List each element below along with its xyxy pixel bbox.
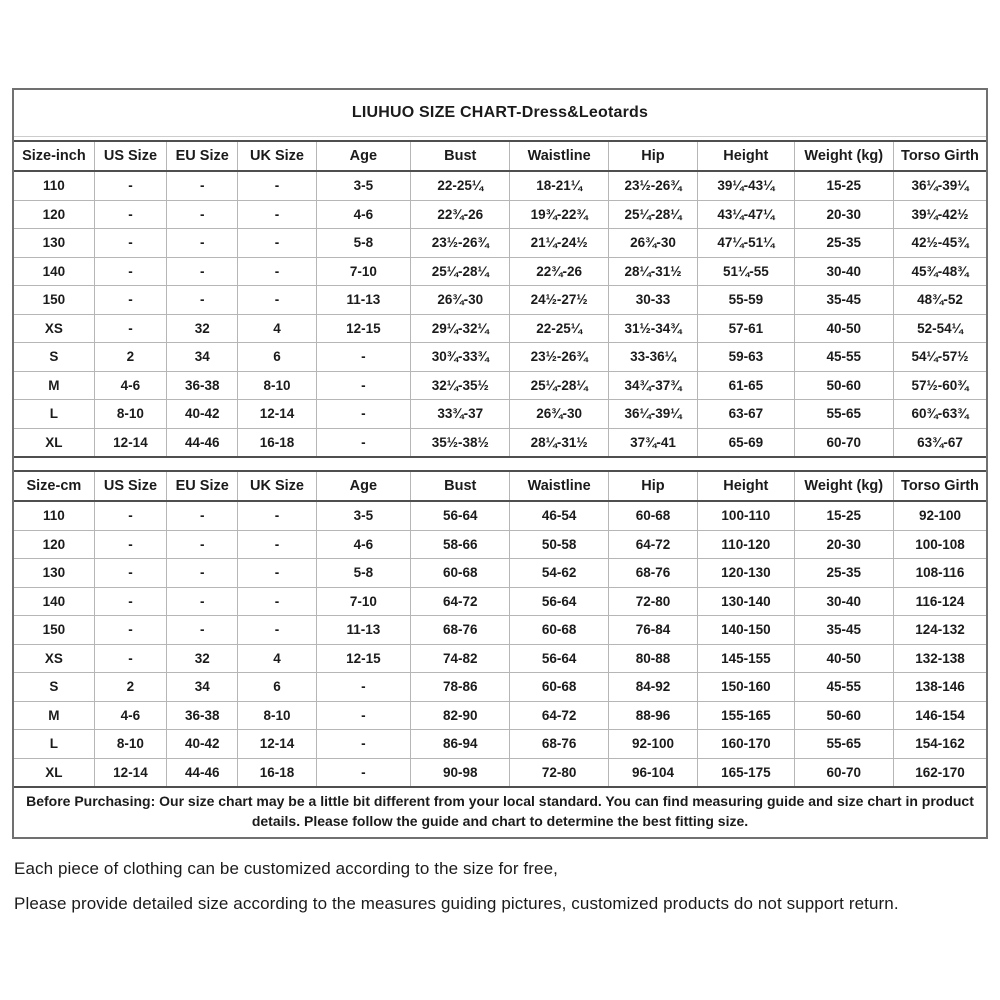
value-cell: 46-54 <box>510 501 608 530</box>
value-cell: 5-8 <box>316 229 410 258</box>
column-header: Hip <box>608 141 697 171</box>
value-cell: - <box>167 530 238 559</box>
column-header: Size-cm <box>14 471 94 501</box>
value-cell: - <box>167 257 238 286</box>
value-cell: 25¼-28¼ <box>608 200 697 229</box>
column-header: US Size <box>94 141 166 171</box>
value-cell: 25-35 <box>794 229 893 258</box>
table-row <box>14 257 986 286</box>
value-cell: 16-18 <box>238 428 316 456</box>
value-cell: 12-15 <box>316 644 410 673</box>
table-row <box>14 400 986 429</box>
value-cell: 55-59 <box>698 286 794 315</box>
value-cell: - <box>167 616 238 645</box>
table-row <box>14 616 986 645</box>
value-cell: 37¾-41 <box>608 428 697 456</box>
value-cell: 24½-27½ <box>510 286 608 315</box>
size-label-cell: XL <box>45 434 63 450</box>
value-cell: - <box>167 229 238 258</box>
value-cell: 146-154 <box>893 701 986 730</box>
value-cell: 30-40 <box>794 587 893 616</box>
size-label-cell: 130 <box>14 229 94 258</box>
value-cell: - <box>167 501 238 530</box>
value-cell: 34¾-37¾ <box>608 371 697 400</box>
value-cell: 33¾-37 <box>411 400 510 429</box>
value-cell: 165-175 <box>698 758 794 786</box>
value-cell: 116-124 <box>893 587 986 616</box>
value-cell: 92-100 <box>608 730 697 759</box>
size-label-cell: 150 <box>14 616 94 645</box>
table-row <box>14 171 986 200</box>
value-cell: 65-69 <box>698 428 794 456</box>
value-cell: 78-86 <box>411 673 510 702</box>
value-cell: - <box>238 229 316 258</box>
value-cell: 100-108 <box>893 530 986 559</box>
value-cell: 8-10 <box>94 730 166 759</box>
value-cell: 23½-26¾ <box>510 343 608 372</box>
size-label-cell: S <box>14 343 94 372</box>
value-cell: - <box>238 530 316 559</box>
value-cell: 120-130 <box>698 559 794 588</box>
value-cell: - <box>238 171 316 200</box>
value-cell: 64-72 <box>411 587 510 616</box>
column-header: UK Size <box>238 141 316 171</box>
table-divider <box>14 456 986 470</box>
value-cell: 88-96 <box>608 701 697 730</box>
value-cell: - <box>94 644 166 673</box>
value-cell: 15-25 <box>794 171 893 200</box>
value-cell: 50-58 <box>510 530 608 559</box>
value-cell: 74-82 <box>411 644 510 673</box>
value-cell: 61-65 <box>698 371 794 400</box>
value-cell: 40-50 <box>794 314 893 343</box>
value-cell: 58-66 <box>411 530 510 559</box>
value-cell: 32 <box>167 314 238 343</box>
value-cell: 22-25¼ <box>411 171 510 200</box>
value-cell: 32¼-35½ <box>411 371 510 400</box>
column-header: Size-inch <box>14 141 94 171</box>
value-cell: 45-55 <box>794 673 893 702</box>
column-header: Height <box>698 141 794 171</box>
size-chart-box <box>12 88 988 839</box>
size-label-cell: 120 <box>14 530 94 559</box>
value-cell: 22¾-26 <box>411 200 510 229</box>
value-cell: 36-38 <box>167 701 238 730</box>
value-cell: 35½-38½ <box>411 428 510 456</box>
size-table-cm <box>14 470 986 786</box>
value-cell: 4-6 <box>94 701 166 730</box>
value-cell: - <box>167 559 238 588</box>
size-label-cell: 130 <box>14 559 94 588</box>
value-cell: 12-14 <box>238 400 316 429</box>
value-cell: 57½-60¾ <box>893 371 986 400</box>
value-cell: 44-46 <box>167 428 238 456</box>
value-cell: 90-98 <box>411 758 510 786</box>
value-cell: - <box>94 171 166 200</box>
table-row <box>14 559 986 588</box>
value-cell: 60-70 <box>794 758 893 786</box>
value-cell: 145-155 <box>698 644 794 673</box>
value-cell: 60-68 <box>608 501 697 530</box>
value-cell: 6 <box>238 673 316 702</box>
value-cell: 68-76 <box>510 730 608 759</box>
table-row <box>14 501 986 530</box>
value-cell: - <box>94 200 166 229</box>
value-cell: 72-80 <box>608 587 697 616</box>
value-cell: 30-33 <box>608 286 697 315</box>
size-label-cell: XS <box>14 314 94 343</box>
value-cell: 64-72 <box>608 530 697 559</box>
value-cell: 32 <box>167 644 238 673</box>
column-header: Bust <box>411 141 510 171</box>
size-table-inch <box>14 140 986 456</box>
value-cell: 35-45 <box>794 286 893 315</box>
value-cell: 6 <box>238 343 316 372</box>
value-cell: 162-170 <box>893 758 986 786</box>
value-cell: 51¼-55 <box>698 257 794 286</box>
value-cell: 25¼-28¼ <box>510 371 608 400</box>
value-cell: 140-150 <box>698 616 794 645</box>
value-cell: 8-10 <box>238 371 316 400</box>
value-cell: 26¾-30 <box>608 229 697 258</box>
value-cell: 36¼-39¼ <box>893 171 986 200</box>
value-cell: 39¼-43¼ <box>698 171 794 200</box>
value-cell: 138-146 <box>893 673 986 702</box>
size-label-cell: L <box>14 400 94 429</box>
value-cell: 16-18 <box>238 758 316 786</box>
table-row <box>14 530 986 559</box>
return-policy-note: Please provide detailed size according to the measures guiding pictures, customized products do not support return. <box>14 894 899 913</box>
value-cell: 26¾-30 <box>411 286 510 315</box>
size-label-cell: 140 <box>14 257 94 286</box>
value-cell: 34 <box>167 343 238 372</box>
size-label-cell: 150 <box>14 286 94 315</box>
table-row <box>14 758 986 786</box>
value-cell: 7-10 <box>316 587 410 616</box>
value-cell: 18-21¼ <box>510 171 608 200</box>
value-cell: 92-100 <box>893 501 986 530</box>
table-row <box>14 229 986 258</box>
value-cell: - <box>94 501 166 530</box>
value-cell: 4-6 <box>316 200 410 229</box>
value-cell: 28¼-31½ <box>608 257 697 286</box>
value-cell: 4-6 <box>316 530 410 559</box>
value-cell: - <box>94 314 166 343</box>
table-row <box>14 701 986 730</box>
size-label-cell: 120 <box>14 200 94 229</box>
value-cell: 52-54¼ <box>893 314 986 343</box>
value-cell: 20-30 <box>794 200 893 229</box>
value-cell: 55-65 <box>794 400 893 429</box>
column-header: Bust <box>411 471 510 501</box>
value-cell: 76-84 <box>608 616 697 645</box>
value-cell: - <box>238 501 316 530</box>
value-cell: - <box>94 229 166 258</box>
value-cell: 60-70 <box>794 428 893 456</box>
value-cell: 56-64 <box>510 644 608 673</box>
value-cell: 12-14 <box>94 758 166 786</box>
size-label-cell: XL <box>45 764 63 780</box>
header-row-inch <box>14 141 986 171</box>
value-cell: 31½-34¾ <box>608 314 697 343</box>
value-cell: - <box>94 286 166 315</box>
value-cell: - <box>167 171 238 200</box>
value-cell: 54¼-57½ <box>893 343 986 372</box>
value-cell: 19¾-22¾ <box>510 200 608 229</box>
before-purchasing-footnote: Before Purchasing: Our size chart may be a little bit different from your local standard. You can find measuring guide and size chart in product details. Please follow the guide and chart to determine the best fitting size. <box>14 786 986 837</box>
table-row <box>14 200 986 229</box>
value-cell: - <box>94 587 166 616</box>
value-cell: 36¼-39¼ <box>608 400 697 429</box>
value-cell: 40-50 <box>794 644 893 673</box>
value-cell: 68-76 <box>411 616 510 645</box>
value-cell: 60-68 <box>510 673 608 702</box>
value-cell: 154-162 <box>893 730 986 759</box>
table-row <box>14 343 986 372</box>
value-cell: 60¾-63¾ <box>893 400 986 429</box>
table-row <box>14 314 986 343</box>
value-cell: 20-30 <box>794 530 893 559</box>
column-header: Torso Girth <box>893 471 986 501</box>
value-cell: - <box>238 616 316 645</box>
table-row <box>14 730 986 759</box>
size-label-cell: 110 <box>14 171 94 200</box>
value-cell: 36-38 <box>167 371 238 400</box>
value-cell: 160-170 <box>698 730 794 759</box>
value-cell: 54-62 <box>510 559 608 588</box>
value-cell: 56-64 <box>510 587 608 616</box>
value-cell: - <box>316 428 410 456</box>
value-cell: 12-15 <box>316 314 410 343</box>
column-header: Weight (kg) <box>794 471 893 501</box>
value-cell: 80-88 <box>608 644 697 673</box>
value-cell: 59-63 <box>698 343 794 372</box>
column-header: Age <box>316 141 410 171</box>
value-cell: 50-60 <box>794 701 893 730</box>
size-label-cell: 110 <box>14 501 94 530</box>
value-cell: 4-6 <box>94 371 166 400</box>
value-cell: 35-45 <box>794 616 893 645</box>
value-cell: - <box>316 371 410 400</box>
column-header: US Size <box>94 471 166 501</box>
value-cell: 2 <box>94 673 166 702</box>
value-cell: 43¼-47¼ <box>698 200 794 229</box>
value-cell: 30¾-33¾ <box>411 343 510 372</box>
value-cell: 82-90 <box>411 701 510 730</box>
value-cell: 11-13 <box>316 286 410 315</box>
value-cell: 55-65 <box>794 730 893 759</box>
value-cell: 11-13 <box>316 616 410 645</box>
column-header: Torso Girth <box>893 141 986 171</box>
value-cell: 25¼-28¼ <box>411 257 510 286</box>
value-cell: 100-110 <box>698 501 794 530</box>
value-cell: 4 <box>238 644 316 673</box>
value-cell: 72-80 <box>510 758 608 786</box>
value-cell: 15-25 <box>794 501 893 530</box>
value-cell: 155-165 <box>698 701 794 730</box>
value-cell: 3-5 <box>316 171 410 200</box>
value-cell: 40-42 <box>167 400 238 429</box>
value-cell: - <box>238 559 316 588</box>
value-cell: 68-76 <box>608 559 697 588</box>
value-cell: - <box>316 701 410 730</box>
chart-title: LIUHUO SIZE CHART-Dress&Leotards <box>14 90 986 137</box>
value-cell: 124-132 <box>893 616 986 645</box>
value-cell: 56-64 <box>411 501 510 530</box>
value-cell: 40-42 <box>167 730 238 759</box>
value-cell: - <box>94 616 166 645</box>
table-row <box>14 428 986 456</box>
size-label-cell: M <box>14 701 94 730</box>
value-cell: - <box>94 530 166 559</box>
value-cell: 4 <box>238 314 316 343</box>
value-cell: 30-40 <box>794 257 893 286</box>
size-label-cell: M <box>14 371 94 400</box>
size-label-cell: 140 <box>14 587 94 616</box>
value-cell: 60-68 <box>411 559 510 588</box>
value-cell: 12-14 <box>238 730 316 759</box>
value-cell: 8-10 <box>94 400 166 429</box>
value-cell: 23½-26¾ <box>608 171 697 200</box>
value-cell: 25-35 <box>794 559 893 588</box>
value-cell: 3-5 <box>316 501 410 530</box>
value-cell: 48¾-52 <box>893 286 986 315</box>
customization-note: Each piece of clothing can be customized according to the size for free, <box>14 859 558 878</box>
value-cell: 29¼-32¼ <box>411 314 510 343</box>
value-cell: - <box>94 559 166 588</box>
column-header: EU Size <box>167 141 238 171</box>
value-cell: 5-8 <box>316 559 410 588</box>
value-cell: 2 <box>94 343 166 372</box>
value-cell: - <box>238 286 316 315</box>
value-cell: - <box>316 673 410 702</box>
value-cell: 63-67 <box>698 400 794 429</box>
value-cell: - <box>167 587 238 616</box>
value-cell: 150-160 <box>698 673 794 702</box>
value-cell: 63¾-67 <box>893 428 986 456</box>
column-header: Waistline <box>510 141 608 171</box>
value-cell: 12-14 <box>94 428 166 456</box>
table-row <box>14 371 986 400</box>
value-cell: 50-60 <box>794 371 893 400</box>
value-cell: - <box>238 200 316 229</box>
header-row-cm <box>14 471 986 501</box>
value-cell: - <box>238 587 316 616</box>
value-cell: - <box>167 200 238 229</box>
value-cell: 44-46 <box>167 758 238 786</box>
value-cell: 22¾-26 <box>510 257 608 286</box>
value-cell: 22-25¼ <box>510 314 608 343</box>
value-cell: 33-36¼ <box>608 343 697 372</box>
table-row <box>14 587 986 616</box>
value-cell: 26¾-30 <box>510 400 608 429</box>
value-cell: 28¼-31½ <box>510 428 608 456</box>
value-cell: 86-94 <box>411 730 510 759</box>
value-cell: 8-10 <box>238 701 316 730</box>
column-header: Waistline <box>510 471 608 501</box>
column-header: Age <box>316 471 410 501</box>
size-label-cell: XS <box>14 644 94 673</box>
column-header: UK Size <box>238 471 316 501</box>
column-header: Weight (kg) <box>794 141 893 171</box>
value-cell: 45¾-48¾ <box>893 257 986 286</box>
table-row <box>14 644 986 673</box>
value-cell: - <box>94 257 166 286</box>
value-cell: 60-68 <box>510 616 608 645</box>
value-cell: 47¼-51¼ <box>698 229 794 258</box>
value-cell: 45-55 <box>794 343 893 372</box>
value-cell: 108-116 <box>893 559 986 588</box>
value-cell: 132-138 <box>893 644 986 673</box>
value-cell: 23½-26¾ <box>411 229 510 258</box>
column-header: EU Size <box>167 471 238 501</box>
value-cell: - <box>238 257 316 286</box>
column-header: Hip <box>608 471 697 501</box>
value-cell: 64-72 <box>510 701 608 730</box>
value-cell: 57-61 <box>698 314 794 343</box>
value-cell: - <box>316 400 410 429</box>
value-cell: - <box>167 286 238 315</box>
column-header: Height <box>698 471 794 501</box>
value-cell: 7-10 <box>316 257 410 286</box>
value-cell: 96-104 <box>608 758 697 786</box>
value-cell: - <box>316 730 410 759</box>
value-cell: 39¼-42½ <box>893 200 986 229</box>
value-cell: 130-140 <box>698 587 794 616</box>
table-row <box>14 673 986 702</box>
size-label-cell: L <box>14 730 94 759</box>
value-cell: 84-92 <box>608 673 697 702</box>
value-cell: 34 <box>167 673 238 702</box>
value-cell: 42½-45¾ <box>893 229 986 258</box>
value-cell: - <box>316 343 410 372</box>
table-row <box>14 286 986 315</box>
value-cell: - <box>316 758 410 786</box>
value-cell: 21¼-24½ <box>510 229 608 258</box>
size-label-cell: S <box>14 673 94 702</box>
value-cell: 110-120 <box>698 530 794 559</box>
